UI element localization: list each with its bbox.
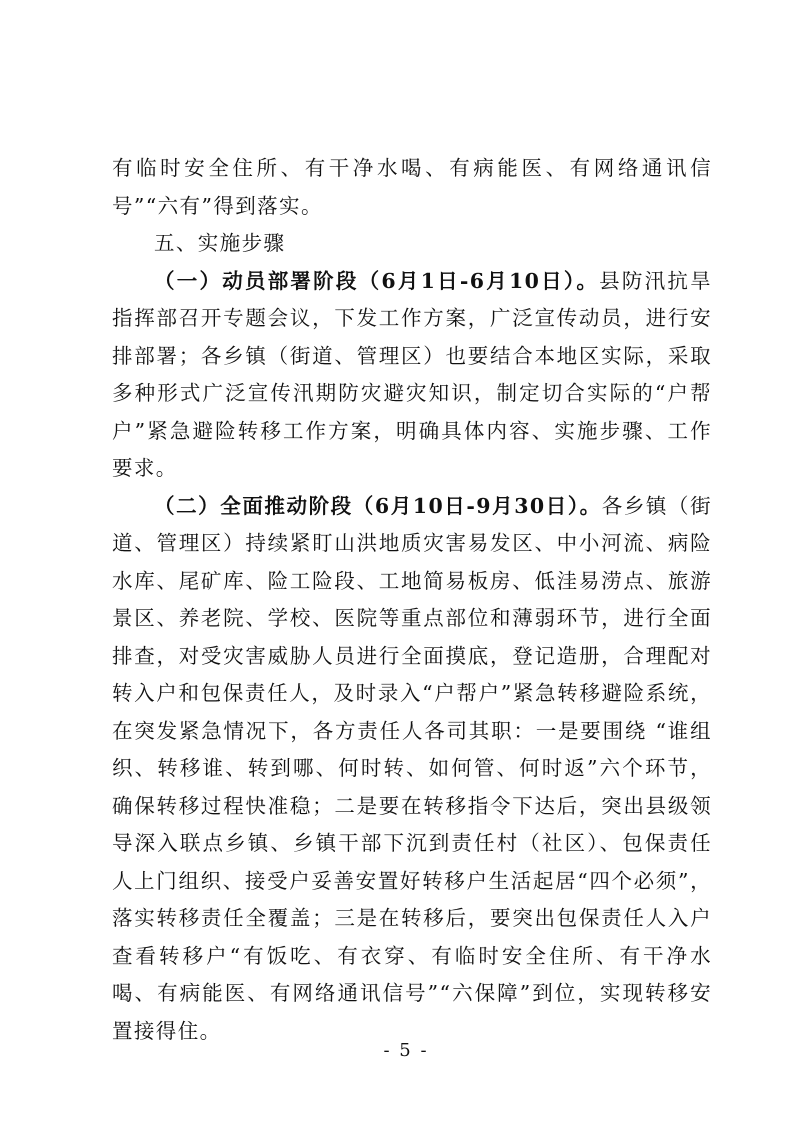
phase1-title: （一）动员部署阶段（6月1日-6月10日）。: [154, 268, 600, 293]
phase2-title: （二）全面推动阶段（6月10日-9月30日）。: [154, 493, 602, 518]
phase2-body: 各乡镇（街道、管理区）持续紧盯山洪地质灾害易发区、中小河流、病险水库、尾矿库、险工险段、工地简易板房、低洼易涝点、旅游景区、养老院、学校、医院等重点部位和薄弱环节，进行全面排查，对受灾害威胁人员进行全面摸底，登记造册，合理配对转入户和包保责任人，及时录入“户帮户”紧急转移避险系统，在突发紧急情况下，各方责任人各司其职：一是要围绕 “谁组织、转移谁、转到哪、何时转、如何管、何时返”六个环节，确保转移过程快准稳；二是要在转移指令下达后，突出县级领导深入联点乡镇、乡镇干部下沉到责任村（社区）、包保责任人上门组织、接受户妥善安置好转移户生活起居“四个必须”，落实转移责任全覆盖；三是在转移后，要突出包保责任人入户查看转移户“有饭吃、有衣穿、有临时安全住所、有干净水喝、有病能医、有网络通讯信号”“六保障”到位，实现转移安置接得住。: [112, 493, 713, 1043]
phase2-paragraph: [112, 488, 712, 1051]
phase1-paragraph: [112, 263, 712, 488]
document-body: [112, 150, 712, 1050]
page-number: - 5 -: [383, 1040, 429, 1061]
intro-paragraph: 有临时安全住所、有干净水喝、有病能医、有网络通讯信号”“六有”得到落实。: [112, 156, 712, 218]
section-heading: 五、实施步骤: [154, 231, 286, 255]
phase1-body: 县防汛抗旱指挥部召开专题会议，下发工作方案，广泛宣传动员，进行安排部署；各乡镇（街道、管理区）也要结合本地区实际，采取多种形式广泛宣传汛期防灾避灾知识，制定切合实际的“户帮户”紧急避险转移工作方案，明确具体内容、实施步骤、工作要求。: [112, 268, 712, 480]
